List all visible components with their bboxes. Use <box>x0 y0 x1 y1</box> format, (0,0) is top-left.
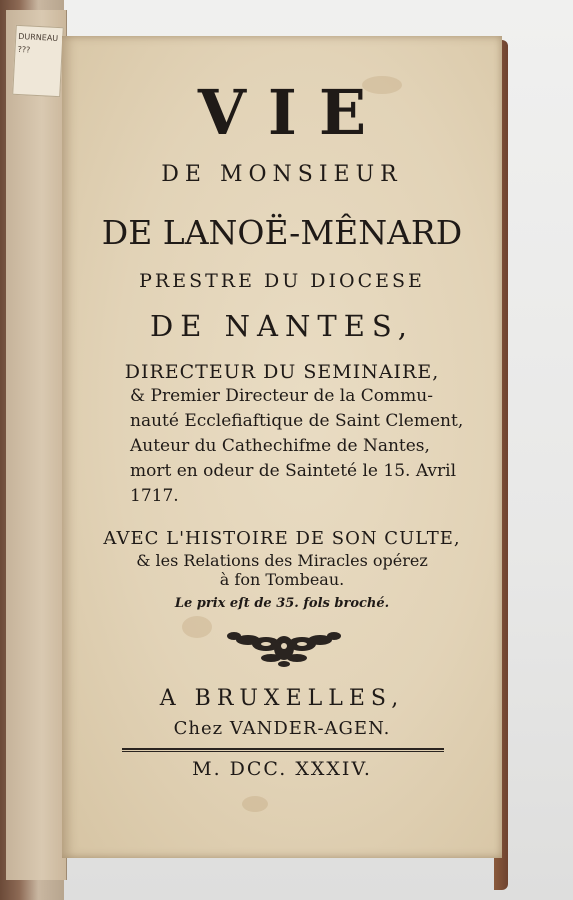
miracles-line: & les Relations des Miracles opérez <box>136 551 428 570</box>
publication-year: M. DCC. XXXIV. <box>192 758 372 780</box>
place-of-publication: A BRUXELLES, <box>159 686 405 711</box>
description-line: & Premier Directeur de la Commu- <box>130 386 433 406</box>
paper-stain <box>182 616 212 638</box>
library-label <box>12 25 64 97</box>
label-line: ??? <box>17 44 31 55</box>
culte-heading: AVEC L'HISTOIRE DE SON CULTE, <box>103 528 461 549</box>
subject-name: DE LANOË-MÊNARD <box>101 213 463 252</box>
subtitle-de-monsieur: DE MONSIEUR <box>161 162 403 187</box>
floral-tailpiece-icon <box>226 626 342 668</box>
description-line: mort en odeur de Saintеté le 15. Avril <box>130 461 457 481</box>
subject-role: PRESTRE DU DIOCESE <box>139 270 425 292</box>
description-line: Auteur du Cathechifme de Nantes, <box>130 436 430 456</box>
title: VIE <box>197 76 389 149</box>
price-line: Le prix eſt de 35. fols broché. <box>174 596 390 611</box>
diocese-name: DE NANTES, <box>150 309 414 343</box>
front-cover <box>6 10 67 880</box>
description-line: nauté Ecclefiaftique de Saint Clement, <box>130 411 464 431</box>
tombeau-line: à fon Tombeau. <box>219 570 345 589</box>
label-line: DURNEAU <box>18 31 59 44</box>
directeur-line: DIRECTEUR DU SEMINAIRE, <box>124 361 440 383</box>
description-line: 1717. <box>130 486 179 506</box>
paper-stain <box>242 796 268 812</box>
double-rule-bottom <box>122 751 444 752</box>
double-rule-top <box>122 748 444 750</box>
printer-name: Chez VANDER-AGEN. <box>173 718 391 739</box>
title-page <box>62 36 502 858</box>
description-block <box>130 384 490 509</box>
